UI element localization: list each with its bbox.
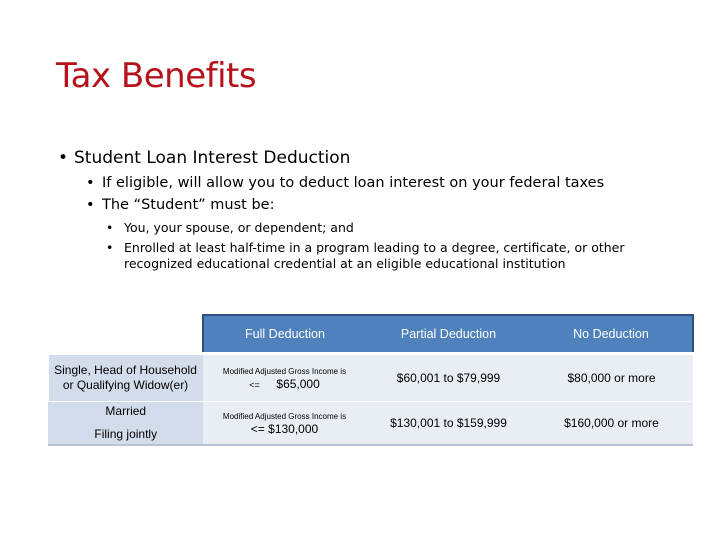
- slide-title: Tax Benefits: [56, 56, 257, 96]
- full-amount: <= $130,000: [250, 422, 319, 436]
- row-label-married-line2: Filing jointly: [94, 427, 158, 441]
- bullet-subsub-2: [106, 240, 634, 272]
- header-full-deduction: Full Deduction: [203, 315, 367, 354]
- bullet-sub-2-text: The “Student” must be:: [102, 197, 275, 213]
- row-label-single: Single, Head of Household or Qualifying Widow(er): [49, 354, 203, 402]
- bullet-sub-2: [86, 197, 274, 213]
- cell-full-married: [203, 402, 367, 446]
- operator-label: <=: [249, 379, 260, 390]
- cell-partial-single: $60,001 to $79,999: [367, 354, 531, 402]
- header-partial-deduction: Partial Deduction: [367, 315, 531, 354]
- cell-full-single: [203, 354, 367, 402]
- full-amount: $65,000: [276, 376, 320, 391]
- deduction-table: [48, 314, 694, 446]
- bullet-sub-1: [86, 175, 604, 191]
- row-label-married: [49, 402, 203, 446]
- bullet-subsub-1-text: You, your spouse, or dependent; and: [124, 220, 354, 235]
- magi-note: Modified Adjusted Gross Income is: [222, 412, 347, 421]
- bullet-dot-icon: •: [86, 175, 95, 191]
- bullet-dot-icon: •: [106, 220, 114, 235]
- cell-partial-married: $130,001 to $159,999: [367, 402, 531, 446]
- bullet-dot-icon: •: [86, 197, 95, 213]
- table-row: [49, 354, 693, 402]
- table-row: [49, 402, 693, 446]
- cell-none-single: $80,000 or more: [531, 354, 693, 402]
- bullet-sub-1-text: If eligible, will allow you to deduct loan interest on your federal taxes: [102, 175, 605, 191]
- cell-none-married: $160,000 or more: [531, 402, 693, 446]
- header-blank-cell: [49, 315, 203, 354]
- row-label-married-line1: Married: [105, 404, 147, 418]
- bullet-main-text: Student Loan Interest Deduction: [74, 148, 351, 168]
- bullet-subsub-2-text: Enrolled at least half-time in a program leading to a degree, certificate, or other recognized educational credential at an eligible educational institution: [124, 240, 625, 271]
- bullet-subsub-1: [106, 220, 634, 236]
- bullet-dot-icon: •: [58, 148, 69, 168]
- bullet-main: [58, 148, 350, 168]
- header-no-deduction: No Deduction: [531, 315, 693, 354]
- bullet-dot-icon: •: [106, 240, 114, 255]
- table-header-row: [49, 315, 693, 354]
- magi-note: Modified Adjusted Gross Income is: [222, 366, 347, 376]
